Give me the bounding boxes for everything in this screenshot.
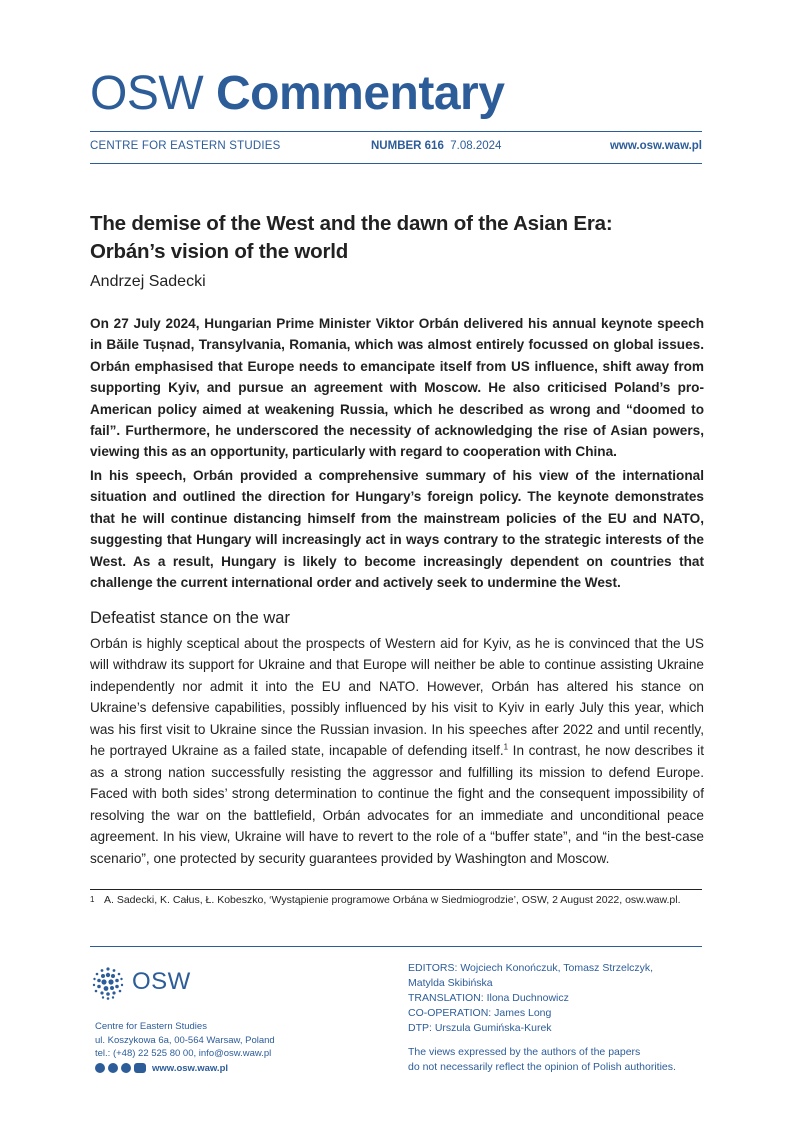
header-rule-bottom <box>90 163 702 164</box>
dtp-credit: DTP: Urszula Gumińska-Kurek <box>408 1022 552 1034</box>
footer-phone-email: tel.: (+48) 22 525 80 00, info@osw.waw.pl <box>95 1048 272 1059</box>
brand-bold: Commentary <box>216 67 505 120</box>
social-links <box>95 1061 228 1075</box>
twitter-icon[interactable] <box>108 1063 118 1073</box>
translation-credit: TRANSLATION: Ilona Duchnowicz <box>408 992 569 1004</box>
footnote-reference[interactable]: 1 <box>503 742 509 752</box>
brand-light: OSW <box>90 67 204 120</box>
footer-address: ul. Koszykowa 6a, 00-564 Warsaw, Poland <box>95 1034 275 1046</box>
body-paragraph <box>90 633 704 869</box>
centre-name: CENTRE FOR EASTERN STUDIES <box>90 140 281 152</box>
youtube-icon[interactable] <box>134 1063 146 1073</box>
article-author: Andrzej Sadecki <box>90 273 206 290</box>
lead-paragraph-2: In his speech, Orbán provided a comprehensive summary of his view of the international situation and outlined the direction for Hungary’s foreign policy. The keynote demonstrates that he will continue distancing himself from the mainstream policies of the EU and NATO, suggesting that Hungary will increasingly act in ways contrary to the strategic interests of the West. As a result, Hungary is likely to become increasingly dependent on countries that challenge the current international order and actively seek to undermine the West. <box>90 468 704 591</box>
footnote-mark: 1 <box>90 895 95 904</box>
header-info-bar <box>90 140 702 156</box>
footnote <box>90 893 710 907</box>
disclaimer: The views expressed by the authors of the papers do not necessarily reflect the opinion of Polish authorities. <box>408 1046 676 1073</box>
issue-number: NUMBER 616 7.08.2024 <box>371 140 502 152</box>
header-rule-top <box>90 131 702 132</box>
issue-date: 7.08.2024 <box>450 140 502 152</box>
footer-contact <box>95 1020 275 1061</box>
editorial-credits <box>408 961 653 1036</box>
footnote-text: A. Sadecki, K. Całus, Ł. Kobeszko, ‘Wystąpienie programowe Orbána w Siedmiogrodzie’, OSW, 2 August 2022, osw.waw.pl. <box>104 894 681 906</box>
footer-website-link[interactable]: www.osw.waw.pl <box>152 1062 229 1074</box>
logo-text: OSW <box>132 968 191 995</box>
facebook-icon[interactable] <box>95 1063 105 1073</box>
footer-rule <box>90 946 702 947</box>
footer-centre-name: Centre for Eastern Studies <box>95 1021 207 1032</box>
editors-line-1: EDITORS: Wojciech Konończuk, Tomasz Strzelczyk, <box>408 962 654 974</box>
body-text-part1: Orbán is highly sceptical about the prospects of Western aid for Kyiv, as he is convinced that the US will withdraw its support for Ukraine and that Europe will neither be able to continue assisting Ukraine independently nor admit it into the EU and NATO. However, Orbán has altered his stance on Ukraine’s defensive capabilities, possibly influenced by his visit to Kyiv in early July this year, which was his first visit to Ukraine since the Russian invasion. In his speeches after 2022 and until recently, he portrayed Ukraine as a failed state, incapable of defending itself. <box>90 636 704 759</box>
osw-globe-icon <box>90 965 126 1001</box>
footnote-rule <box>90 889 702 890</box>
header-website-link[interactable]: www.osw.waw.pl <box>609 140 702 152</box>
spotify-icon[interactable] <box>121 1063 131 1073</box>
section-heading: Defeatist stance on the war <box>90 609 290 627</box>
cooperation-credit: CO-OPERATION: James Long <box>408 1007 552 1019</box>
editors-line-2: Matylda Skibińska <box>408 977 493 989</box>
body-text-part2: In contrast, he now describes it as a strong nation successfully resisting the aggressor and fulfilling its mission to defend Europe. Faced with both sides’ strong determination to continue the fight and the consequent impossibility of resolving the war on the battlefield, Orbán advocates for an immediate and unconditional peace agreement. In his view, Ukraine will have to revert to the role of a “buffer state”, and “in the best-case scenario”, one protected by security guarantees provided by Washington and Moscow. <box>90 743 704 866</box>
lead-paragraph-1: On 27 July 2024, Hungarian Prime Minister Viktor Orbán delivered his annual keynote speech in Băile Tușnad, Transylvania, Romania, which was almost entirely focussed on global issues. Orbán emphasised that Europe needs to emancipate itself from US influence, shift away from supporting Kyiv, and pursue an agreement with Moscow. He also criticised Poland’s pro-American policy aimed at weakening Russia, which he described as wrong and “doomed to fail”. Furthermore, he underscored the necessity of acknowledging the rise of Asian powers, viewing this as an opportunity, particularly with regard to cooperation with China. <box>90 316 704 460</box>
masthead <box>90 66 504 122</box>
osw-logo <box>90 965 200 1001</box>
article-title: The demise of the West and the dawn of the Asian Era: Orbán’s vision of the world <box>90 212 613 263</box>
